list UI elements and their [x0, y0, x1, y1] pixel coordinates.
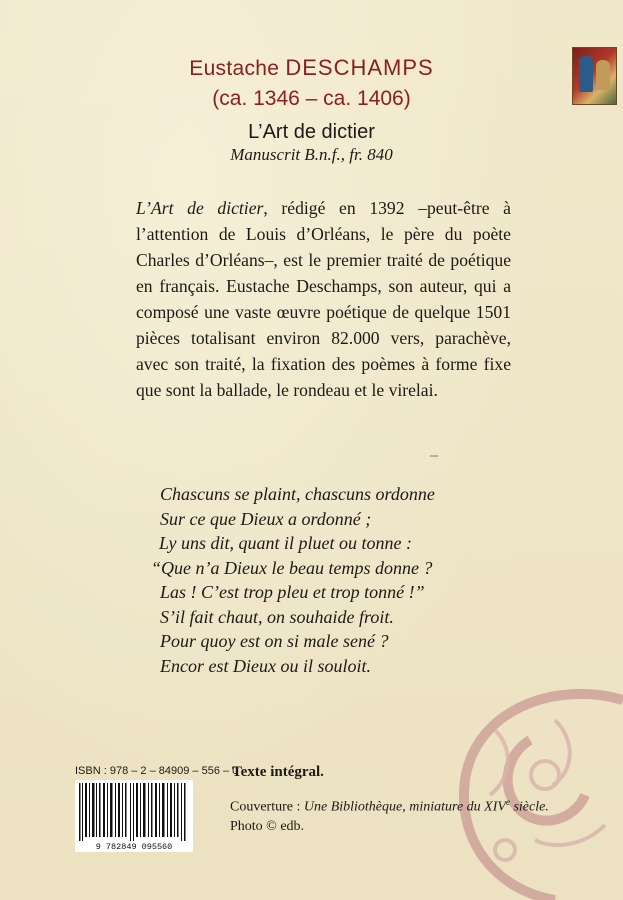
description-lead-title: L’Art de dictier	[136, 198, 264, 218]
author-name	[150, 55, 473, 81]
photo-credit: Photo © edb.	[230, 818, 305, 834]
description-text: , rédigé en 1392 –peut-être à l’attention de Louis d’Orléans, le père du poète Charles d’Orléans–, est le premier traité de poétique en français. Eustache Deschamps, son auteur, qui a composé une vaste œuvre poétique de quelque 1501 pièces totalisant environ 82.000 vers, parachève, avec son traité, la fixation des poèmes à forme fixe que sont la ballade, le rondeau et le virelai.	[136, 198, 511, 400]
author-dates: (ca. 1346 – ca. 1406)	[212, 87, 411, 110]
poem-line: Sur ce que Dieux a ordonné ;	[160, 508, 372, 529]
poem-excerpt	[151, 482, 520, 678]
author-first-name: Eustache	[189, 57, 280, 80]
cover-caption-title: Une Bibliothèque, miniature du XIV	[303, 799, 506, 815]
author-last-name: DESCHAMPS	[285, 55, 434, 80]
book-subtitle: Manuscrit B.n.f., fr. 840	[230, 145, 393, 164]
poem-line: S’il fait chaut, on souhaide froit.	[160, 606, 394, 627]
isbn-label: ISBN : 978 – 2 – 84909 – 556 – 0	[75, 765, 239, 777]
poem-line: Ly uns dit, quant il pluet ou tonne :	[159, 533, 412, 553]
poem-line: Encor est Dieux ou il souloit.	[160, 655, 371, 676]
cover-caption-suffix: siècle.	[509, 799, 549, 815]
full-text-note: Texte intégral.	[232, 764, 324, 780]
barcode-icon	[75, 780, 193, 852]
book-title: L’Art de dictier	[248, 121, 375, 143]
illuminated-letter-ornament-icon	[435, 660, 623, 900]
cover-credits	[230, 793, 590, 836]
cover-caption	[230, 793, 590, 817]
cover-caption-prefix: Couverture :	[230, 799, 304, 815]
barcode-digits: 9 782849 095560	[95, 842, 173, 852]
poem-line: Las ! C’est trop pleu et trop tonné !”	[160, 582, 425, 602]
poem-line: Pour quoy est on si male sené ?	[160, 631, 389, 651]
poem-line: Chascuns se plaint, chascuns ordonne	[160, 484, 435, 504]
poem-line: “Que n’a Dieux le beau temps donne ?	[151, 557, 433, 578]
cover-miniature-thumbnail	[572, 47, 617, 105]
description-paragraph	[136, 195, 511, 403]
cover-caption-sup: e	[505, 797, 510, 807]
decorative-dash	[430, 455, 438, 457]
